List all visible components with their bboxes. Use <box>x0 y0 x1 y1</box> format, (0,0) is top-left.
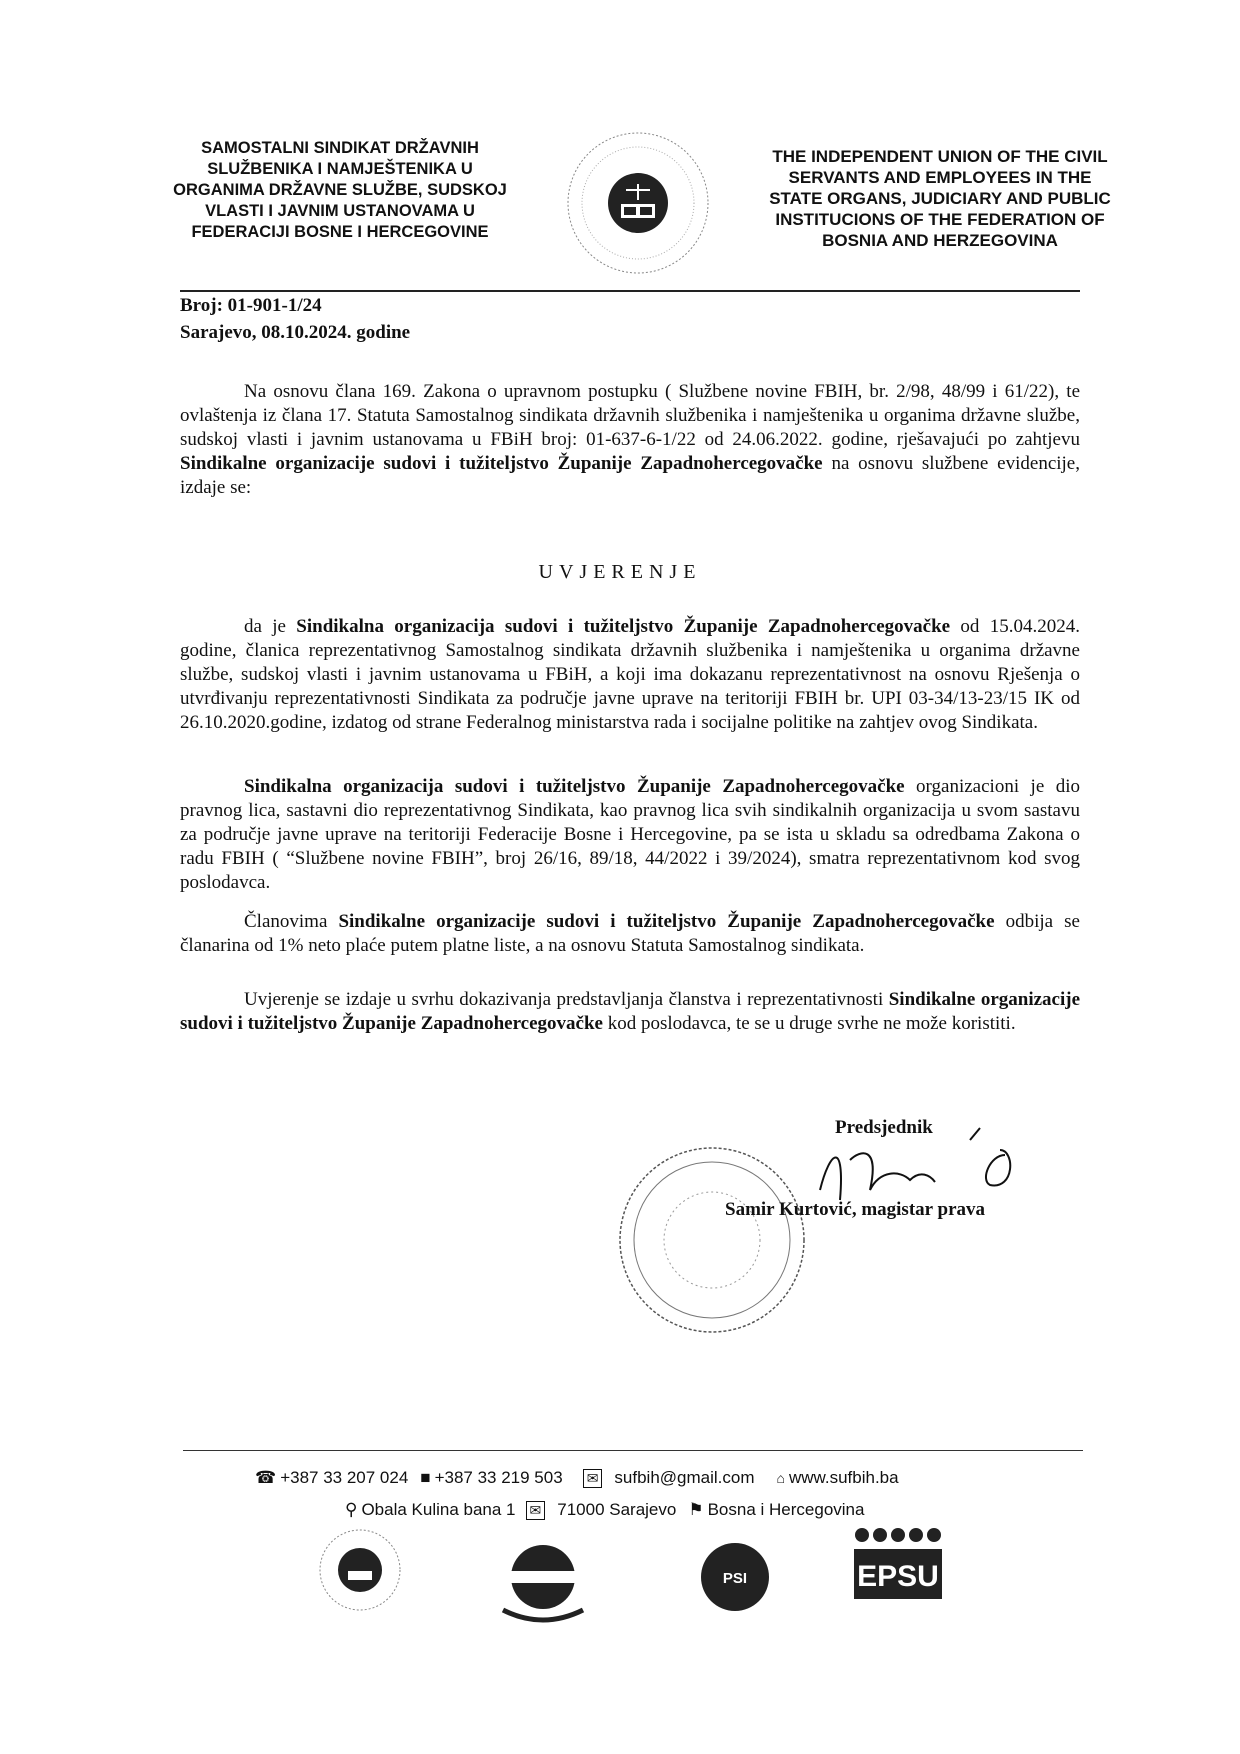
header-right-line: STATE ORGANS, JUDICIARY AND PUBLIC <box>769 189 1111 208</box>
p1-text: da je <box>244 616 297 637</box>
union-emblem <box>563 128 713 278</box>
p3-text-end: odbija se članarina od 1% neto plaće putem platne liste, a na osnovu Statuta Samostalnog sindikata. <box>180 911 1080 956</box>
psi-logo-text: PSI <box>722 1570 748 1587</box>
footer-divider <box>183 1450 1083 1451</box>
p2-org-name: Sindikalna organizacija sudovi i tužiteljstvo Županije Zapadnohercegovačke <box>244 776 905 797</box>
header-right-line: THE INDEPENDENT UNION OF THE CIVIL <box>772 147 1108 166</box>
header-right-line: SERVANTS AND EMPLOYEES IN THE <box>788 168 1092 187</box>
body-paragraph-2 <box>180 775 1080 895</box>
body-paragraph-3 <box>180 910 1080 958</box>
header-divider <box>180 290 1080 292</box>
footer-contacts <box>255 1468 899 1488</box>
psi-logo <box>690 1532 780 1622</box>
epsu-logo <box>850 1525 950 1620</box>
intro-text: Na osnovu člana 169. Zakona o upravnom postupku ( Službene novine FBIH, br. 2/98, 48/99 i 61/22), te ovlaštenja iz člana 17. Statuta Samostalnog sindikata državnih službenika i namještenika u organima državne službe, sudskoj vlasti i javnim ustanovama u FBiH broj: 01-637-6-1/22 od 24.06.2022. godine, rješavajući po zahtjevu <box>180 381 1080 450</box>
p1-org-name: Sindikalna organizacija sudovi i tužiteljstvo Županije Zapadnohercegovačke <box>296 616 951 637</box>
header-left <box>140 138 540 243</box>
p3-text: Članovima <box>244 911 339 932</box>
signatory-name: Samir Kurtović, magistar prava <box>725 1199 985 1220</box>
header-right-line: BOSNIA AND HERZEGOVINA <box>822 231 1058 250</box>
body-paragraph-1 <box>180 615 1080 735</box>
document-number: Broj: 01-901-1/24 <box>180 295 322 316</box>
header-left-line: FEDERACIJI BOSNE I HERCEGOVINE <box>191 223 489 241</box>
intro-org-name: Sindikalne organizacije sudovi i tužiteljstvo Županije Zapadnohercegovačke <box>180 453 823 474</box>
place-date: Sarajevo, 08.10.2024. godine <box>180 322 411 343</box>
body-paragraph-4 <box>180 988 1080 1036</box>
footer-postal: 71000 Sarajevo <box>557 1500 677 1519</box>
header-left-line: SAMOSTALNI SINDIKAT DRŽAVNIH <box>201 139 479 157</box>
document-title: UVJERENJE <box>538 561 702 583</box>
p1-text-end: od 15.04.2024. godine, članica reprezentativnog Samostalnog sindikata državnih službenika i namještenika u organima državne službe, sudskoj vlasti i javnim ustanovama u FBiH, a koji ima dokazanu reprezentativnost na osnovu Rješenja o utvrđivanju reprezentativnosti Sindikata za područje javne uprave na teritoriji FBIH br. UPI 03-34/13-23/15 IK od 26.10.2020.godine, izdatog od strane Federalnog ministarstva rada i socijalne politike na zahtjev ovog Sindikata. <box>180 616 1080 733</box>
p4-text-end: kod poslodavca, te se u druge svrhe ne može koristiti. <box>602 1013 1016 1034</box>
p3-org-name: Sindikalne organizacije sudovi i tužiteljstvo Županije Zapadnohercegovačke <box>338 911 995 932</box>
header-left-line: VLASTI I JAVNIM USTANOVAMA U <box>205 202 475 220</box>
header-right-line: INSTITUCIONS OF THE FEDERATION OF <box>775 210 1105 229</box>
location-icon: ⚲ <box>345 1500 358 1519</box>
footer-email[interactable]: sufbih@gmail.com <box>614 1468 755 1487</box>
header-right <box>735 146 1145 251</box>
official-stamp <box>612 1140 812 1340</box>
p2-text: organizacioni je dio pravnog lica, sastavni dio reprezentativnog Sindikata, kao pravnog lica svih sindikalnih organizacija u svom sastavu za područje javne uprave na teritoriji Federacije Bosne i Hercegovine, pa se ista u skladu sa odredbama Zakona o radu FBIH ( “Službene novine FBIH”, broj 26/16, 89/18, 44/2022 i 39/2024), smatra reprezentativnom kod svog poslodavca. <box>180 776 1080 893</box>
union-logo-small <box>315 1525 405 1615</box>
footer-phone: +387 33 207 024 <box>280 1468 409 1487</box>
phone-icon: ☎ <box>255 1468 277 1487</box>
footer-street: Obala Kulina bana 1 <box>361 1500 516 1519</box>
intro-paragraph <box>180 380 1080 500</box>
mail-icon: ✉ <box>526 1501 546 1520</box>
footer-address <box>345 1500 864 1520</box>
flag-icon: ⚑ <box>688 1500 704 1519</box>
header-left-line: ORGANIMA DRŽAVNE SLUŽBE, SUDSKOJ <box>173 181 507 199</box>
web-icon: ⌂ <box>776 1470 785 1486</box>
footer-web[interactable]: www.sufbih.ba <box>788 1468 899 1487</box>
epsu-logo-text: EPSU <box>857 1560 939 1593</box>
p4-org-name: Sindikalne organizacije sudovi i tužiteljstvo Županije Zapadnohercegovačke <box>180 989 1080 1034</box>
signatory-title: Predsjednik <box>835 1117 933 1138</box>
savez-sindikata-logo <box>493 1535 593 1625</box>
header-left-line: SLUŽBENIKA I NAMJEŠTENIKA U <box>207 160 473 178</box>
p4-text: Uvjerenje se izdaje u svrhu dokazivanja predstavljanja članstva i reprezentativnosti <box>244 989 889 1010</box>
email-icon: ✉ <box>583 1469 603 1488</box>
intro-text-end: na osnovu službene evidencije, izdaje se: <box>180 453 1080 498</box>
footer-fax: +387 33 219 503 <box>434 1468 563 1487</box>
fax-icon: ■ <box>420 1468 431 1487</box>
footer-country: Bosna i Hercegovina <box>707 1500 865 1519</box>
